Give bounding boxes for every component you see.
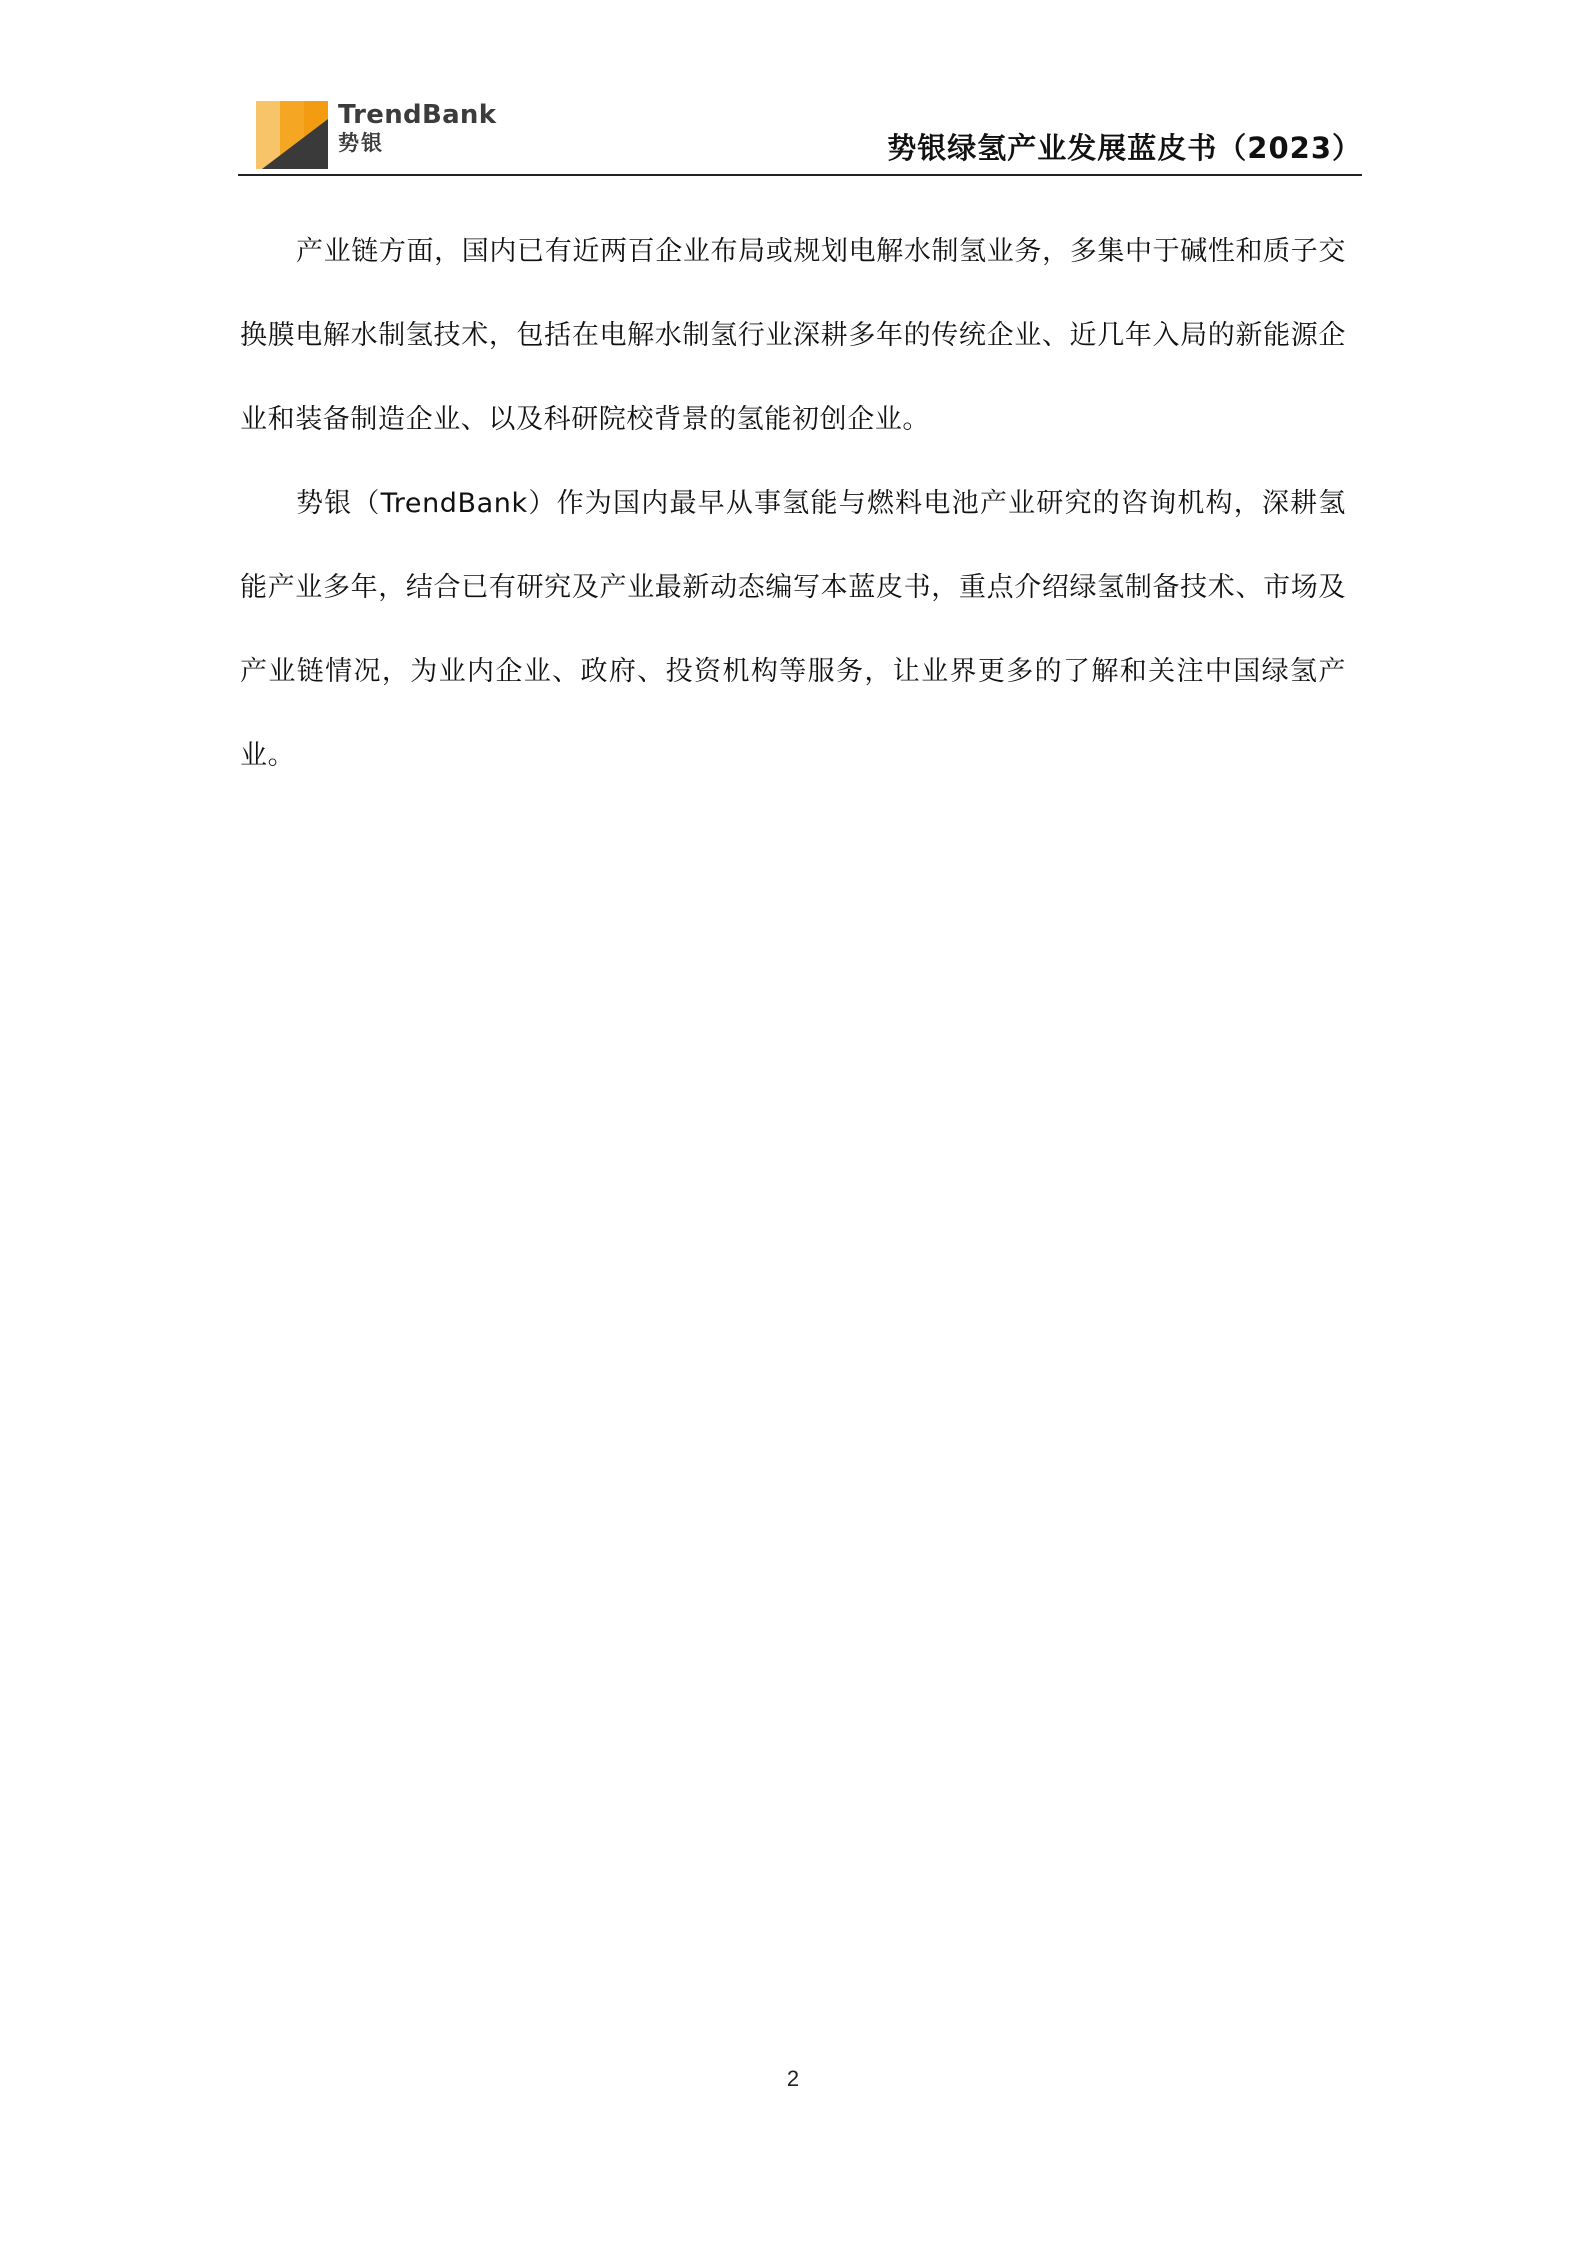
trendbank-logo	[256, 101, 328, 169]
document-title: 势银绿氢产业发展蓝皮书（2023）	[887, 131, 1362, 165]
paragraph-industry-chain: 产业链方面，国内已有近两百企业布局或规划电解水制氢业务，多集中于碱性和质子交换膜电解水制氢技术，包括在电解水制氢行业深耕多年的传统企业、近几年入局的新能源企业和装备制造企业、以及科研院校背景的氢能初创企业。	[240, 236, 1346, 435]
page-number: 2	[786, 2066, 800, 2091]
main-content	[240, 210, 1346, 798]
brand-name-cn: 势银	[338, 131, 384, 155]
page-header	[238, 96, 1362, 176]
brand-name-en: TrendBank	[338, 100, 497, 130]
brand-name	[338, 102, 496, 154]
header-divider	[238, 174, 1362, 176]
paragraph-trendbank-intro: 势银（TrendBank）作为国内最早从事氢能与燃料电池产业研究的咨询机构，深耕氢能产业多年，结合已有研究及产业最新动态编写本蓝皮书，重点介绍绿氢制备技术、市场及产业链情况，为业内企业、政府、投资机构等服务，让业界更多的了解和关注中国绿氢产业。	[240, 488, 1346, 771]
logo-mark-icon	[256, 101, 328, 169]
